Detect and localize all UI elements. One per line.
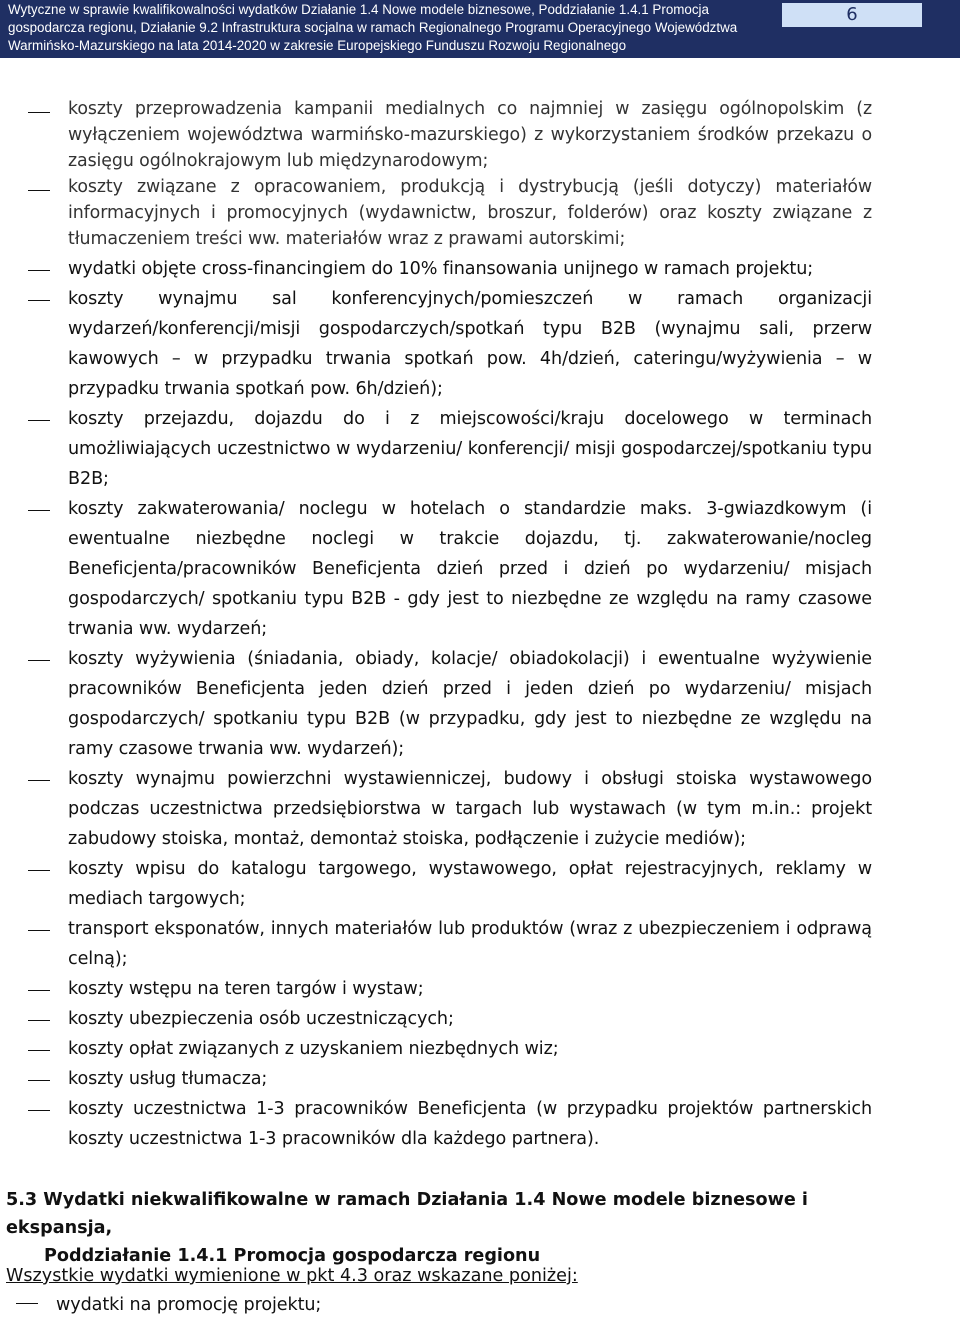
dash-bullet: [16, 1303, 38, 1304]
dash-bullet: [28, 300, 50, 301]
dash-bullet: [28, 870, 50, 871]
list-item: [0, 854, 960, 914]
list-item-text: koszty zakwaterowania/ noclegu w hotelach o standardzie maks. 3-gwiazdkowym (i ewentualne niezbędne noclegi w trakcie dojazdu, tj. zakwaterowanie/nocleg Beneficjenta/pracowników Beneficjenta dzień przed i dzień po wydarzeniu/ misjach gospodarczych/ spotkaniu typu B2B - gdy jest to niezbędne ze względu na ramy czasowe trwania ww. wydarzeń;: [68, 499, 872, 639]
dash-bullet: [28, 112, 50, 113]
dash-bullet: [28, 1080, 50, 1081]
dash-bullet: [28, 1110, 50, 1111]
list-item: [0, 254, 960, 284]
list-item-text: koszty przeprowadzenia kampanii medialnych co najmniej w zasięgu ogólnopolskim (z wyłączeniem województwa warmińsko-mazurskiego) z wykorzystaniem środków przekazu o zasięgu ogólnokrajowym lub międzynarodowym;: [68, 99, 872, 171]
list-item-text: koszty związane z opracowaniem, produkcją i dystrybucją (jeśli dotyczy) materiałów informacyjnych i promocyjnych (wydawnictw, broszur, folderów) oraz koszty związane z tłumaczeniem treści ww. materiałów wraz z prawami autorskimi;: [68, 177, 872, 249]
header-line-3: Warmińsko-Mazurskiego na lata 2014-2020 w zakresie Europejskiego Funduszu Rozwoju Regionalnego: [8, 38, 627, 53]
list-item: [0, 764, 960, 854]
list-item: [0, 914, 960, 974]
dash-bullet: [28, 510, 50, 511]
list-item: [0, 1094, 960, 1154]
list-item-text: koszty usług tłumacza;: [68, 1069, 268, 1089]
section-heading: [6, 1186, 906, 1270]
list-item-text: koszty uczestnictwa 1-3 pracowników Beneficjenta (w przypadku projektów partnerskich koszty uczestnictwa 1-3 pracowników dla każdego partnera).: [68, 1099, 872, 1149]
list-item-text: transport eksponatów, innych materiałów lub produktów (wraz z ubezpieczeniem i odprawą celną);: [68, 919, 872, 969]
dash-bullet: [28, 660, 50, 661]
dash-bullet: [28, 930, 50, 931]
header-line-1: Wytyczne w sprawie kwalifikowalności wydatków Działanie 1.4 Nowe modele biznesowe, Poddziałanie 1.4.1 Promocja: [8, 2, 709, 17]
section-heading-line-2: Poddziałanie 1.4.1 Promocja gospodarcza regionu: [44, 1246, 541, 1266]
header-line-2: gospodarcza regionu, Działanie 9.2 Infrastruktura socjalna w ramach Regionalnego Programu Operacyjnego Województwa: [8, 20, 738, 35]
dash-bullet: [28, 1020, 50, 1021]
list-item-text: koszty wyżywienia (śniadania, obiady, kolacje/ obiadokolacji) i ewentualne wyżywienie pracowników Beneficjenta jeden dzień przed i jeden dzień po wydarzeniu/ misjach gospodarczych/ spotkaniu typu B2B (w przypadku, gdy jest to niezbędne ze względu na ramy czasowe trwania ww. wydarzeń);: [68, 649, 872, 759]
list-item: [0, 174, 960, 252]
page-number: 6: [782, 3, 922, 27]
list-item: [0, 1290, 960, 1320]
section-heading-line-1: 5.3 Wydatki niekwalifikowalne w ramach Działania 1.4 Nowe modele biznesowe i ekspansja,: [6, 1190, 808, 1238]
list-item-text: koszty wpisu do katalogu targowego, wystawowego, opłat rejestracyjnych, reklamy w mediach targowych;: [68, 859, 872, 909]
list-item: [0, 644, 960, 764]
list-item: [0, 1034, 960, 1064]
list-item-text: koszty przejazdu, dojazdu do i z miejscowości/kraju docelowego w terminach umożliwiających uczestnictwo w wydarzeniu/ konferencji/ misji gospodarczej/spotkaniu typu B2B;: [68, 409, 872, 489]
list-item: [0, 1004, 960, 1034]
list-item: [0, 974, 960, 1004]
cost-list: [0, 96, 960, 1154]
list-item-text: koszty opłat związanych z uzyskaniem niezbędnych wiz;: [68, 1039, 559, 1059]
list-item-text: wydatki objęte cross-financingiem do 10% finansowania unijnego w ramach projektu;: [68, 259, 814, 279]
list-item-text: wydatki na promocję projektu;: [56, 1295, 322, 1315]
document-header: [0, 0, 960, 58]
dash-bullet: [28, 420, 50, 421]
list-item-text: koszty ubezpieczenia osób uczestniczących;: [68, 1009, 454, 1029]
dash-bullet: [28, 270, 50, 271]
dash-bullet: [28, 780, 50, 781]
intro-text: Wszystkie wydatki wymienione w pkt 4.3 oraz wskazane poniżej:: [6, 1266, 578, 1286]
list-item-text: koszty wynajmu powierzchni wystawienniczej, budowy i obsługi stoiska wystawowego podczas uczestnictwa przedsiębiorstwa w targach lub wystawach (w tym m.in.: projekt zabudowy stoiska, montaż, demontaż stoiska, podłączenie i zużycie mediów);: [68, 769, 872, 849]
list-item: [0, 494, 960, 644]
dash-bullet: [28, 190, 50, 191]
list-item: [0, 284, 960, 404]
dash-bullet: [28, 1050, 50, 1051]
list-item: [0, 96, 960, 174]
list-item-text: koszty wynajmu sal konferencyjnych/pomieszczeń w ramach organizacji wydarzeń/konferencji/misji gospodarczych/spotkań typu B2B (wynajmu sali, przerw kawowych – w przypadku trwania spotkań pow. 4h/dzień, cateringu/wyżywienia – w przypadku trwania spotkań pow. 6h/dzień);: [68, 289, 872, 399]
dash-bullet: [28, 990, 50, 991]
list-item: [0, 404, 960, 494]
list-item-text: koszty wstępu na teren targów i wystaw;: [68, 979, 424, 999]
list-item: [0, 1064, 960, 1094]
